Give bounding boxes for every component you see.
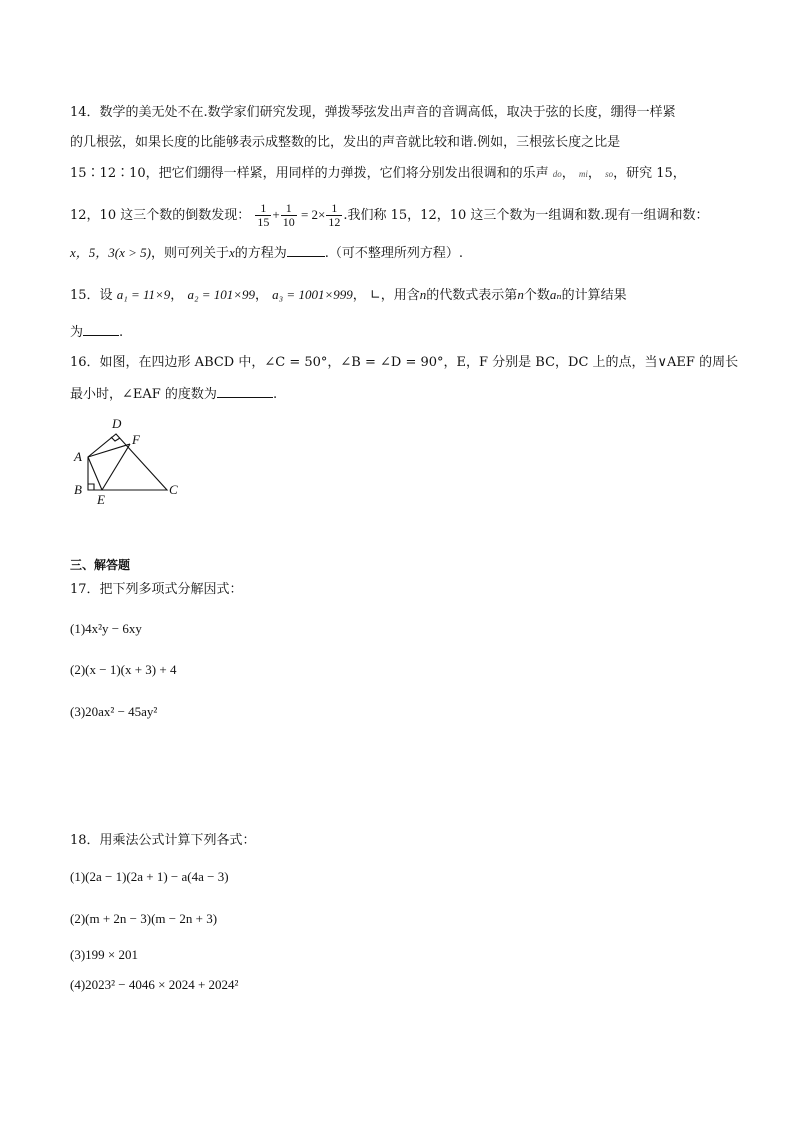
label-c: C: [169, 482, 178, 497]
quadrilateral-figure: [70, 412, 190, 507]
q14-line-5c: 的方程为: [234, 246, 287, 261]
q16-answer-blank[interactable]: [217, 385, 273, 398]
q15-line-2: [70, 323, 123, 342]
q16-line-2-text: 最小时，∠EAF 的度数为: [70, 387, 217, 402]
note-mi: mi: [578, 169, 588, 179]
q18-item-2: (2)(m + 2n − 3)(m − 2n + 3): [70, 911, 218, 926]
q15-line-1b: ，用含: [380, 288, 420, 303]
fraction-1-10: $\frac{1}{10}$: [282, 201, 295, 229]
label-e: E: [97, 492, 105, 507]
fraction-1-12: $\frac{1}{12}$: [328, 201, 341, 229]
q17-item-2: (2)(x − 1)(x + 3) + 4: [70, 662, 177, 677]
note-so: so: [605, 169, 614, 179]
q15-a3: a₃ = 1001×999: [272, 287, 353, 302]
q14-line-5b: ，则可列关于: [150, 246, 229, 261]
q15-line-1a: 15．设: [70, 288, 113, 303]
q14-answer-blank[interactable]: [287, 244, 325, 257]
q14-harmonic-set: x，5，3: [70, 245, 115, 260]
note-do: do: [552, 169, 562, 179]
segment-ae: [88, 457, 102, 490]
q15-line-1c: 的代数式表示第: [426, 288, 518, 303]
q15-var-an: aₙ: [549, 287, 562, 302]
q14-line-3: 15∶12∶10，把它们绷得一样紧，用同样的力弹拨，它们将分别发出很调和的乐声 do， mi， so，研究 15，: [70, 166, 686, 181]
q15-answer-blank[interactable]: [83, 323, 119, 336]
q14-line-3b: ，研究 15，: [613, 166, 686, 181]
q15-line-2-text: 为: [70, 325, 84, 340]
q14-line-2: 的几根弦，如果长度的比能够表示成整数的比，发出的声音就比较和谐.例如，三根弦长度之比是: [70, 135, 621, 150]
fraction-1-15: $\frac{1}{15}$: [257, 201, 270, 229]
q16-line-1: 16．如图，在四边形 ABCD 中，∠C = 50°，∠B = ∠D = 90°，E，F 分别是 BC，DC 上的点，当∨AEF 的周长: [70, 355, 739, 370]
q14-line-4a: 12，10 这三个数的倒数发现：: [70, 208, 251, 223]
q15-ellipsis: ∟: [369, 288, 381, 303]
q14-line-3a: 15∶12∶10，把它们绷得一样紧，用同样的力弹拨，它们将分别发出很调和的乐声: [70, 166, 549, 181]
q14-var-x: x: [229, 245, 235, 260]
label-f: F: [132, 432, 140, 447]
q17-title: 17．把下列多项式分解因式：: [70, 582, 243, 597]
q14-line-5: [70, 244, 463, 263]
q15-var-n2: n: [517, 287, 524, 302]
right-angle-b: [88, 484, 94, 490]
q15-line-2-end: .: [119, 325, 124, 340]
q15-line-1e: 的计算结果: [561, 288, 627, 303]
q18-item-3: (3)199 × 201: [70, 947, 138, 962]
q14-condition: (x > 5): [114, 245, 151, 260]
q14-line-1: 14．数学的美无处不在.数学家们研究发现，弹拨琴弦发出声音的音调高低，取决于弦的长度，绷得一样紧: [70, 105, 676, 120]
q16-line-2: [70, 385, 277, 404]
label-d: D: [112, 416, 122, 431]
q14-line-4b: .我们称 15，12，10 这三个数为一组调和数.现有一组调和数：: [343, 208, 709, 223]
q18-item-4: (4)2023² − 4046 × 2024 + 2024²: [70, 977, 239, 992]
q18-item-1: (1)(2a − 1)(2a + 1) − a(4a − 3): [70, 869, 229, 884]
q15-line-1d: 个数: [523, 288, 550, 303]
q16-line-2-end: .: [272, 387, 278, 402]
q14-line-5d: .（可不整理所列方程）.: [324, 246, 464, 261]
section-title: 三、解答题: [70, 558, 131, 572]
label-a: A: [74, 449, 82, 464]
quad-abcd: [88, 434, 167, 490]
q15-a1: a₁ = 11×9: [116, 287, 171, 302]
q18-title: 18．用乘法公式计算下列各式：: [70, 833, 256, 848]
q17-item-3: (3)20ax² − 45ay²: [70, 704, 158, 719]
q17-item-1: (1)4x²y − 6xy: [70, 621, 142, 636]
q15-a2: a₂ = 101×99: [187, 287, 256, 302]
label-b: B: [74, 482, 82, 497]
q14-line-4: 12，10 这三个数的倒数发现： $\frac{1}{15}$ + $\frac{1}{10}$ = 2× $\frac{1}{12}$ .我们称 15，12，10 这三个数为一组调和数.现有一组调和数：: [70, 201, 709, 229]
q15-var-n1: n: [419, 287, 427, 302]
q15-line-1: 15．设 a₁ = 11×9， a₂ = 101×99， a₃ = 1001×999， ∟，用含n的代数式表示第n个数aₙ的计算结果: [70, 287, 627, 303]
